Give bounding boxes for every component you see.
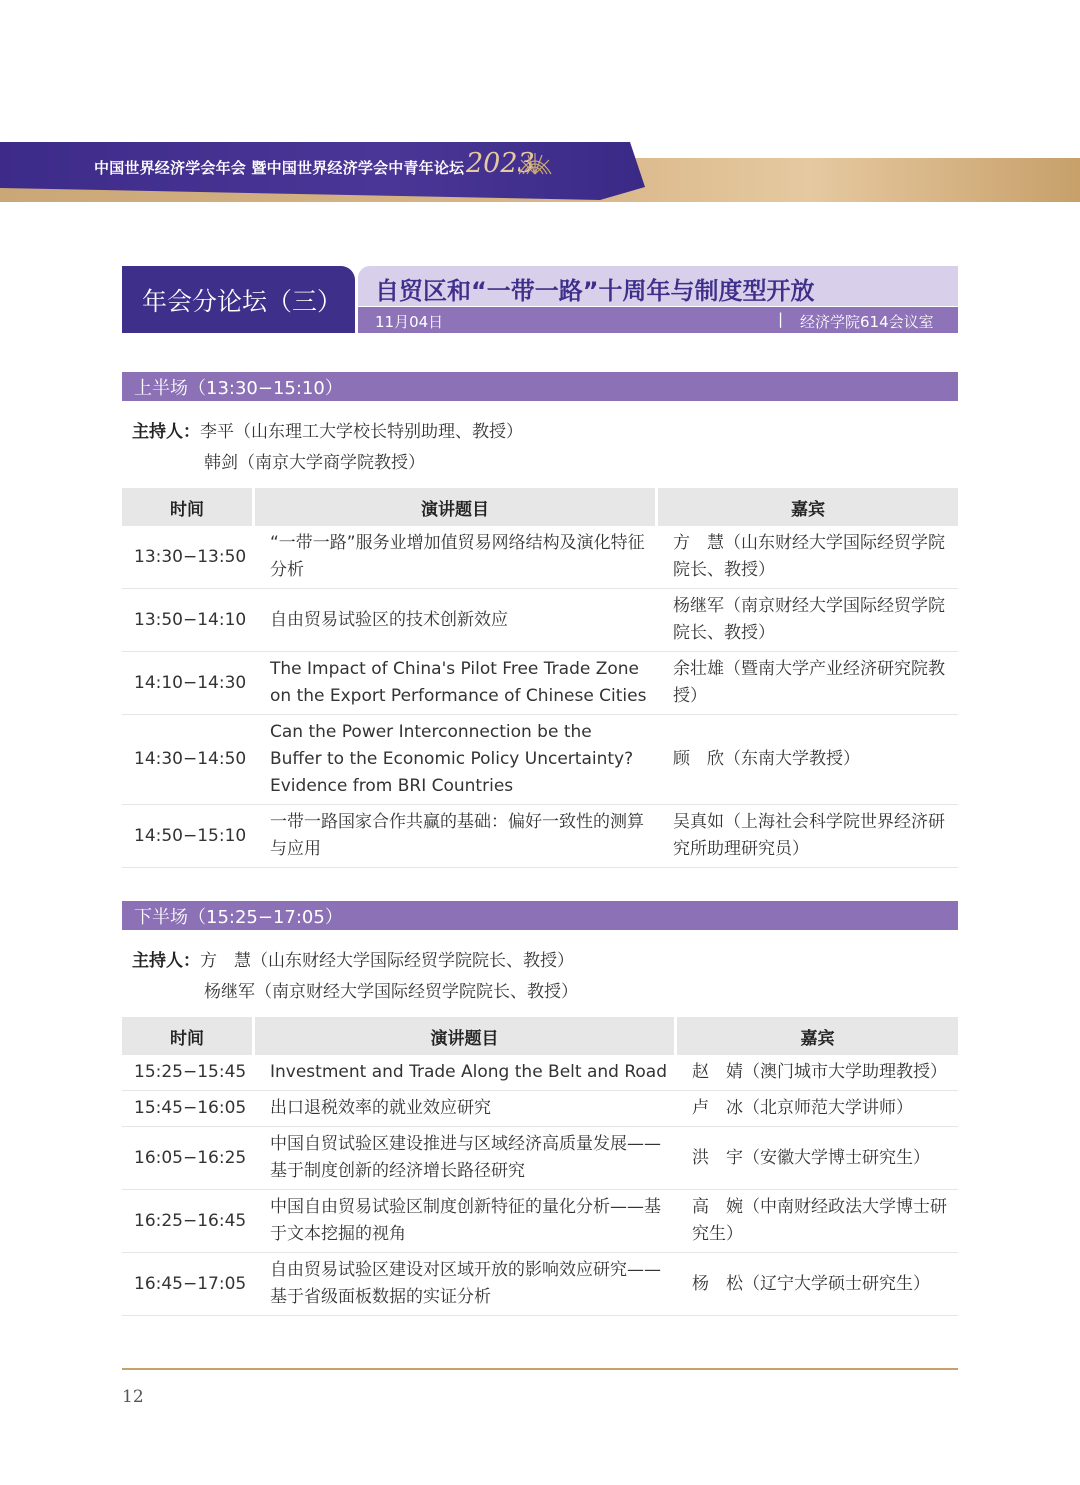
- row-time: 16:25−16:45: [122, 1190, 255, 1253]
- host-name: 李平（山东理工大学校长特别助理、教授）: [200, 422, 523, 442]
- row-topic: 出口退税效率的就业效应研究: [255, 1091, 677, 1127]
- column-header-topic: 演讲题目: [255, 1017, 677, 1055]
- row-time: 16:05−16:25: [122, 1127, 255, 1190]
- footer-divider: [122, 1368, 958, 1370]
- row-topic: 自由贸易试验区的技术创新效应: [255, 589, 658, 652]
- row-time: 14:10−14:30: [122, 652, 255, 715]
- session-2-host-line: [132, 946, 574, 971]
- session-1-bar: 上半场（13:30−15:10）: [122, 372, 958, 401]
- table-row: [122, 652, 958, 715]
- row-topic: 中国自贸试验区建设推进与区域经济高质量发展——基于制度创新的经济增长路径研究: [255, 1127, 677, 1190]
- row-topic: Investment and Trade Along the Belt and Road: [255, 1055, 677, 1091]
- column-header-topic: 演讲题目: [255, 488, 658, 526]
- table-header-row: [122, 1017, 958, 1055]
- host-name: 方 慧（山东财经大学国际经贸学院院长、教授）: [200, 951, 574, 971]
- row-time: 14:30−14:50: [122, 715, 255, 805]
- row-time: 16:45−17:05: [122, 1253, 255, 1316]
- row-time: 14:50−15:10: [122, 805, 255, 868]
- conference-year: 2023: [466, 148, 535, 179]
- forum-date: 11月04日: [375, 313, 444, 331]
- row-topic: The Impact of China's Pilot Free Trade Zone on the Export Performance of Chinese Cities: [255, 652, 658, 715]
- forum-venue: 经济学院614会议室: [800, 313, 934, 331]
- table-row: [122, 589, 958, 652]
- column-header-guest: 嘉宾: [658, 488, 958, 526]
- table-row: [122, 805, 958, 868]
- row-topic: “一带一路”服务业增加值贸易网络结构及演化特征分析: [255, 526, 658, 589]
- host-name: 韩剑（南京大学商学院教授）: [204, 453, 425, 473]
- row-topic: 自由贸易试验区建设对区域开放的影响效应研究——基于省级面板数据的实证分析: [255, 1253, 677, 1316]
- table-header-row: [122, 488, 958, 526]
- table-row: [122, 1253, 958, 1316]
- host-label: 主持人：: [132, 422, 200, 442]
- row-time: 15:45−16:05: [122, 1091, 255, 1127]
- row-time: 13:50−14:10: [122, 589, 255, 652]
- row-guest: 杨继军（南京财经大学国际经贸学院院长、教授）: [658, 589, 958, 652]
- table-row: [122, 1127, 958, 1190]
- session-2-bar: 下半场（15:25−17:05）: [122, 901, 958, 930]
- forum-title: 自贸区和“一带一路”十周年与制度型开放: [375, 277, 815, 305]
- table-row: [122, 526, 958, 589]
- row-time: 13:30−13:50: [122, 526, 255, 589]
- table-row: [122, 715, 958, 805]
- schedule-table-2: [122, 1017, 958, 1316]
- conference-title: 中国世界经济学会年会 暨中国世界经济学会中青年论坛: [94, 159, 465, 177]
- row-guest: 方 慧（山东财经大学国际经贸学院院长、教授）: [658, 526, 958, 589]
- row-topic: 中国自由贸易试验区制度创新特征的量化分析——基于文本挖掘的视角: [255, 1190, 677, 1253]
- table-row: [122, 1055, 958, 1091]
- host-label: 主持人：: [132, 951, 200, 971]
- row-guest: 赵 婧（澳门城市大学助理教授）: [677, 1055, 958, 1091]
- schedule-table-1: [122, 488, 958, 868]
- fan-logo-icon: [515, 150, 555, 176]
- row-guest: 余壮雄（暨南大学产业经济研究院教授）: [658, 652, 958, 715]
- row-guest: 洪 宇（安徽大学博士研究生）: [677, 1127, 958, 1190]
- session-1-host-line: [132, 417, 523, 442]
- row-guest: 卢 冰（北京师范大学讲师）: [677, 1091, 958, 1127]
- page-number: 12: [122, 1387, 144, 1407]
- row-topic: Can the Power Interconnection be the Buffer to the Economic Policy Uncertainty? Evidence from BRI Countries: [255, 715, 658, 805]
- column-header-time: 时间: [122, 1017, 255, 1055]
- column-header-guest: 嘉宾: [677, 1017, 958, 1055]
- host-name: 杨继军（南京财经大学国际经贸学院院长、教授）: [204, 982, 578, 1002]
- table-row: [122, 1091, 958, 1127]
- row-guest: 顾 欣（东南大学教授）: [658, 715, 958, 805]
- column-header-time: 时间: [122, 488, 255, 526]
- row-guest: 杨 松（辽宁大学硕士研究生）: [677, 1253, 958, 1316]
- row-guest: 吴真如（上海社会科学院世界经济研究所助理研究员）: [658, 805, 958, 868]
- row-topic: 一带一路国家合作共赢的基础：偏好一致性的测算与应用: [255, 805, 658, 868]
- table-row: [122, 1190, 958, 1253]
- row-guest: 高 婉（中南财经政法大学博士研究生）: [677, 1190, 958, 1253]
- row-time: 15:25−15:45: [122, 1055, 255, 1091]
- forum-separator: |: [778, 310, 784, 328]
- forum-tag: 年会分论坛（三）: [122, 266, 355, 333]
